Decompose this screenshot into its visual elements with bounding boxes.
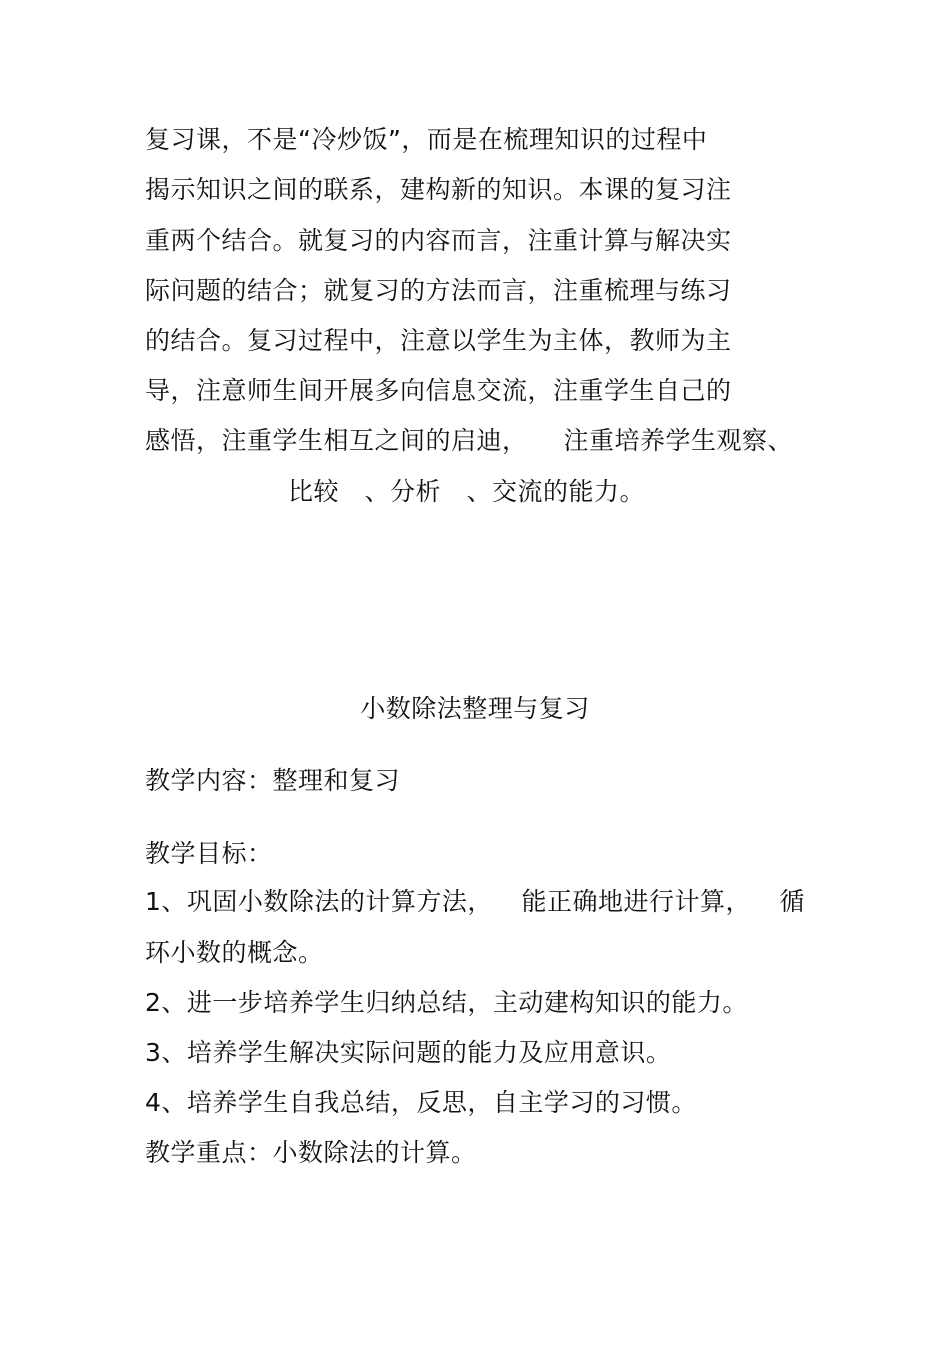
intro-line-5: 的结合。复习过程中，注意以学生为主体，教师为主 — [145, 326, 732, 355]
goal-3: 3、培养学生解决实际问题的能力及应用意识。 — [145, 1038, 672, 1067]
intro-line-6: 导，注意师生间开展多向信息交流，注重学生自己的 — [145, 376, 732, 405]
intro-line-8: 比较 、分析 、交流的能力。 — [288, 477, 646, 506]
intro-line-7-part-a: 感悟，注重学生相互之间的启迪， — [145, 426, 528, 455]
goal-4: 4、培养学生自我总结，反思，自主学习的习惯。 — [145, 1088, 697, 1117]
teaching-goals-label: 教学目标： — [145, 839, 273, 868]
goal-2: 2、进一步培养学生归纳总结，主动建构知识的能力。 — [145, 988, 748, 1017]
intro-line-7 — [145, 425, 793, 457]
intro-line-7-part-b: 注重培养学生观察、 — [563, 426, 793, 455]
key-point: 教学重点：小数除法的计算。 — [145, 1138, 477, 1167]
lesson-title: 小数除法整理与复习 — [360, 694, 590, 723]
intro-line-4: 际问题的结合；就复习的方法而言，注重梳理与练习 — [145, 276, 732, 305]
goal-1-part-c: 循 — [779, 887, 805, 916]
intro-line-1: 复习课，不是“冷炒饭”，而是在梳理知识的过程中 — [145, 125, 708, 154]
intro-line-3: 重两个结合。就复习的内容而言，注重计算与解决实 — [145, 226, 732, 255]
goal-1-line-1 — [145, 886, 805, 918]
goal-1-part-b: 能正确地进行计算， — [521, 887, 751, 916]
goal-1-line-2: 环小数的概念。 — [145, 938, 324, 967]
intro-line-2: 揭示知识之间的联系，建构新的知识。本课的复习注 — [145, 175, 732, 204]
teaching-content: 教学内容：整理和复习 — [145, 766, 401, 795]
goal-1-part-a: 1、巩固小数除法的计算方法， — [145, 887, 493, 916]
